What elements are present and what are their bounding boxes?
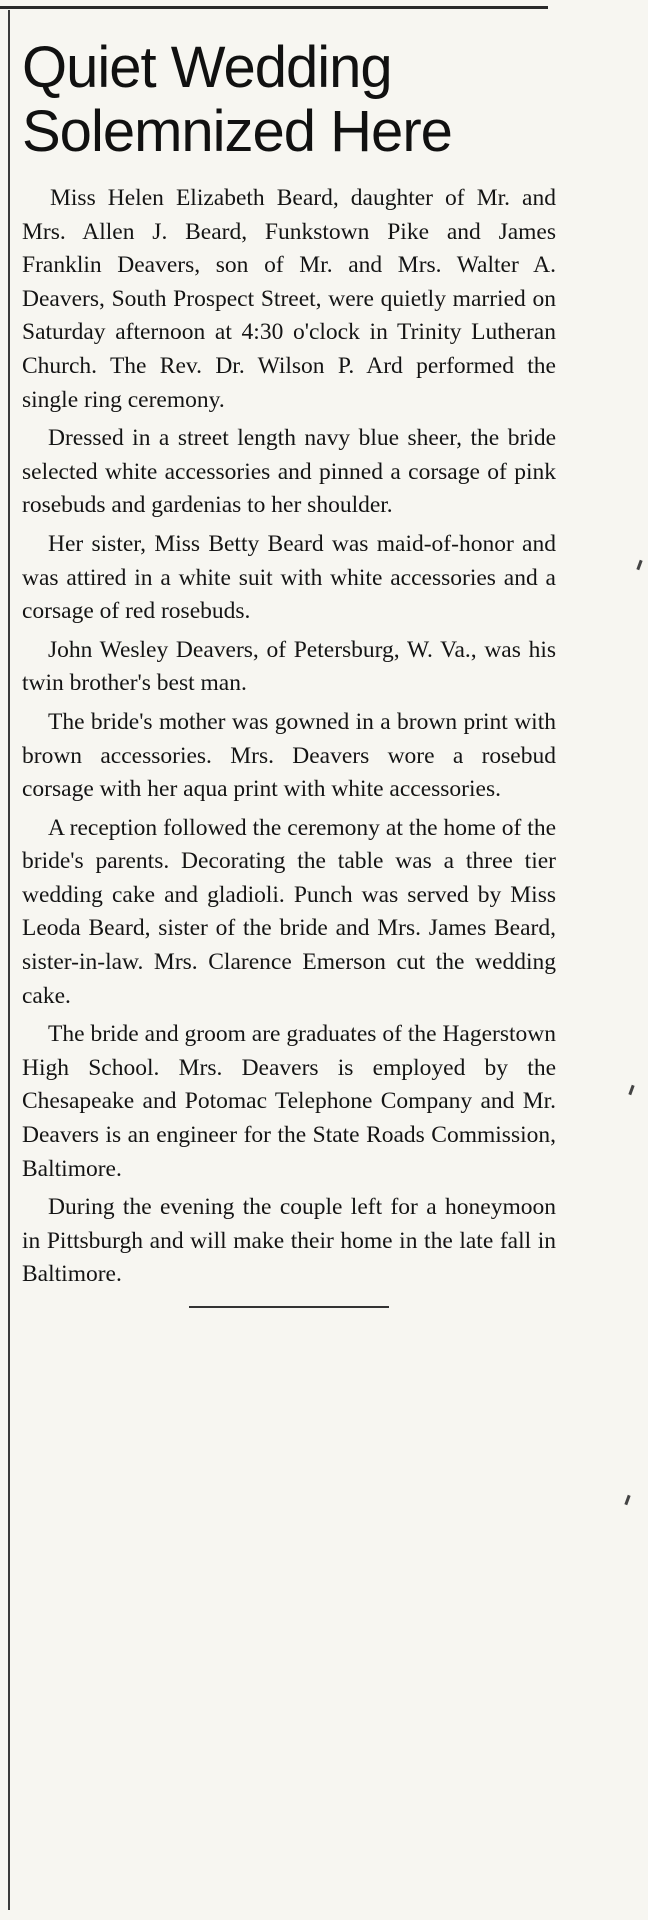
paragraph-6: A reception followed the ceremony at the home of the bride's parents. Decorating the table was a three tier wedding cake and gladioli. Punch was served by Miss Leoda Beard, sister of the bride and Mrs. James Beard, sister-in-law. Mrs. Clarence Emerson cut the wedding cake. [22,814,556,1009]
margin-mark [636,560,642,570]
margin-mark [628,1085,634,1095]
paragraph-3: Her sister, Miss Betty Beard was maid-of-honor and was attired in a white suit with white accessories and a corsage of red rosebuds. [22,530,556,625]
margin-mark [624,1495,630,1505]
article-body [22,182,556,1292]
headline-line-1: Quiet Wedding [22,35,392,100]
top-rule [0,6,548,9]
column-rule [8,10,10,1910]
end-rule [189,1306,389,1308]
paragraph-7: The bride and groom are graduates of the Hagerstown High School. Mrs. Deavers is employed by the Chesapeake and Potomac Telephone Company and Mr. Deavers is an engineer for the State Roads Commission, Baltimore. [22,1021,556,1182]
paragraph-1: Miss Helen Elizabeth Beard, daughter of Mr. and Mrs. Allen J. Beard, Funkstown Pike and James Franklin Deavers, son of Mr. and Mrs. Walter A. Deavers, South Prospect Street, were quietly married on Saturday afternoon at 4:30 o'clock in Trinity Lutheran Church. The Rev. Dr. Wilson P. Ard performed the single ring ceremony. [22,185,556,413]
paragraph-5: The bride's mother was gowned in a brown print with brown accessories. Mrs. Deavers wore a rosebud corsage with her aqua print with white accessories. [22,708,556,803]
headline [22,36,556,164]
paragraph-2: Dressed in a street length navy blue sheer, the bride selected white accessories and pinned a corsage of pink rosebuds and gardenias to her shoulder. [22,425,556,519]
headline-line-2: Solemnized Here [22,99,452,164]
article-column [22,36,556,1308]
paragraph-4: John Wesley Deavers, of Petersburg, W. Va., was his twin brother's best man. [22,636,556,697]
paragraph-8: During the evening the couple left for a honeymoon in Pittsburgh and will make their home in the late fall in Baltimore. [22,1194,556,1288]
